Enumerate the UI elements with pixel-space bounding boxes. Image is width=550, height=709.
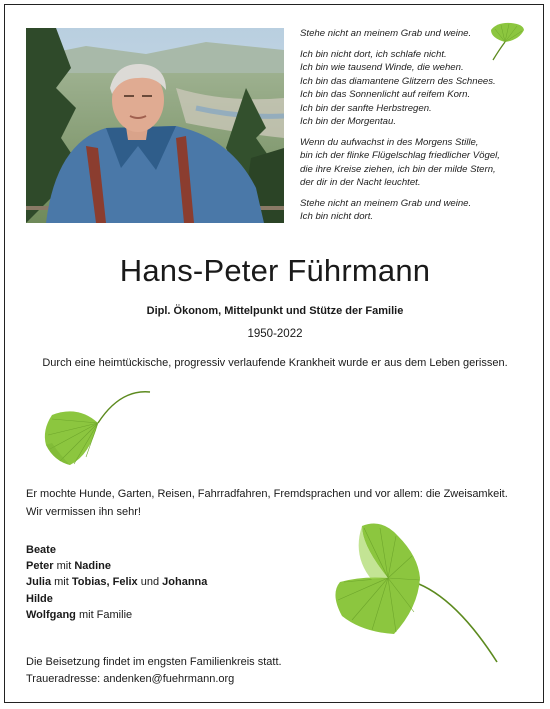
family-name: Nadine [74, 560, 111, 573]
poem-line: bin ich der flinke Flügelschlag friedlicher Vögel, [300, 150, 500, 162]
poem-line: Ich bin das Sonnenlicht auf reifem Korn. [300, 89, 471, 101]
life-years: 1950-2022 [247, 328, 303, 340]
poem-line: der dir in der Nacht leuchtet. [300, 177, 421, 189]
family-name: Wolfgang [26, 608, 76, 621]
ginkgo-leaf-icon [322, 516, 502, 664]
footer-info [26, 654, 282, 688]
family-row [26, 574, 207, 590]
cause-of-death-text: Durch eine heimtückische, progressiv verlaufende Krankheit wurde er aus dem Leben gerissen. [42, 357, 508, 369]
family-row [26, 558, 207, 574]
poem-line: Ich bin nicht dort, ich schlafe nicht. [300, 48, 447, 60]
contact-address: Traueradresse: andenken@fuehrmann.org [26, 673, 235, 685]
family-name: Hilde [26, 592, 53, 605]
portrait-photo [26, 28, 284, 223]
poem-line: Stehe nicht an meinem Grab und weine. [300, 28, 472, 39]
memory-line: Wir vermissen ihn sehr! [26, 505, 141, 518]
family-row [26, 591, 207, 607]
family-row [26, 542, 207, 558]
poem-line: Ich bin der sanfte Herbstregen. [300, 102, 432, 114]
family-name: Peter [26, 560, 54, 573]
family-list [26, 542, 207, 623]
poem-stanza [300, 136, 530, 190]
poem-line: Ich bin wie tausend Winde, die wehen. [300, 62, 464, 74]
ginkgo-leaf-icon [40, 385, 155, 470]
family-name: Beate [26, 544, 56, 556]
family-name: Julia [26, 576, 52, 589]
poem-line: die ihre Kreise ziehen, ich bin der milde Stern, [300, 163, 496, 175]
burial-text: Die Beisetzung findet im engsten Familienkreis statt. [26, 656, 282, 668]
poem-line: Ich bin das diamantene Glitzern des Schnees. [300, 75, 496, 87]
family-name: Johanna [162, 576, 208, 589]
family-connector: mit Familie [75, 608, 133, 621]
deceased-title: Dipl. Ökonom, Mittelpunkt und Stütze der Familie [146, 305, 404, 317]
poem-line: Ich bin nicht dort. [300, 211, 374, 223]
family-connector: mit [53, 560, 75, 573]
family-connector: und [137, 576, 163, 589]
family-row [26, 607, 207, 623]
family-name: Tobias, Felix [71, 576, 138, 589]
deceased-name: Hans-Peter Führmann [119, 253, 431, 288]
poem-line: Wenn du aufwachst in des Morgens Stille, [300, 136, 479, 148]
ginkgo-leaf-icon [483, 20, 527, 62]
poem-stanza [300, 197, 530, 224]
family-connector: mit [51, 576, 72, 589]
poem-line: Stehe nicht an meinem Grab und weine. [300, 197, 472, 209]
poem-line: Ich bin der Morgentau. [300, 115, 396, 127]
memory-line: Er mochte Hunde, Garten, Reisen, Fahrradfahren, Fremdsprachen und vor allem: die Zweisamkeit. [26, 488, 508, 500]
